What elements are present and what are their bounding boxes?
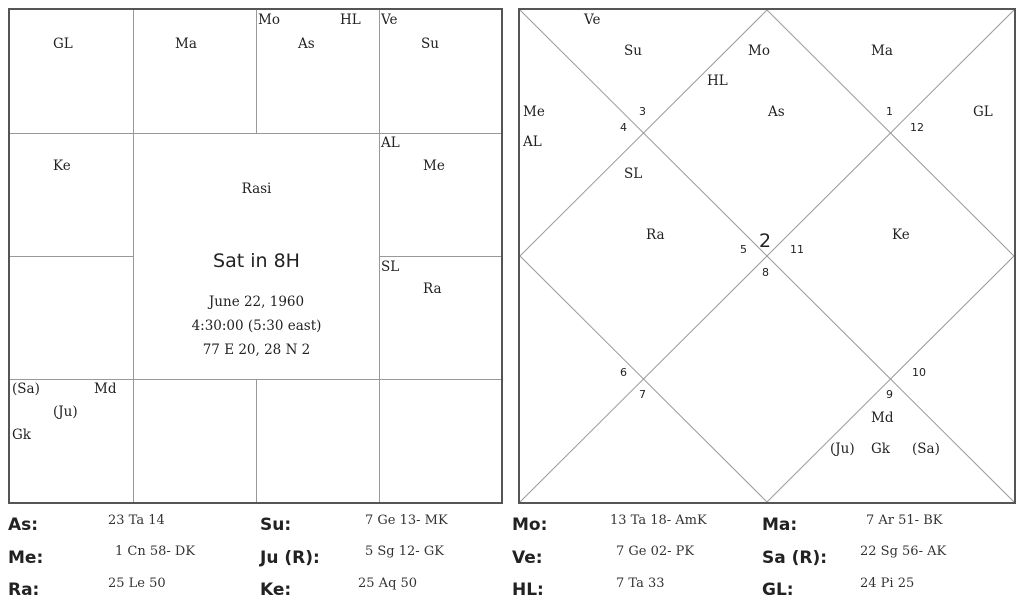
chart-lines [520, 10, 1014, 502]
planet-ju: (Ju) [53, 404, 78, 420]
planet-gl: GL [53, 36, 73, 52]
position-label: Mo: [512, 515, 548, 535]
grid-line [256, 379, 257, 502]
birth-coords: 77 E 20, 28 N 2 [202, 342, 311, 358]
position-label: Ke: [260, 580, 292, 600]
planet-su: Su [624, 43, 642, 59]
position-value: 5 Sg 12- GK [365, 544, 444, 559]
position-value: 7 Ta 33 [616, 576, 665, 591]
planet-me: Me [423, 158, 445, 174]
position-value: 7 Ar 51- BK [866, 513, 943, 528]
position-label: As: [8, 515, 39, 535]
chart-subtitle: Sat in 8H [213, 250, 300, 272]
planet-as: As [768, 104, 785, 120]
planet-ra: Ra [646, 227, 665, 243]
position-label: Ve: [512, 548, 543, 568]
position-value: 1 Cn 58- DK [115, 544, 196, 559]
position-value: 25 Le 50 [108, 576, 166, 591]
position-value: 13 Ta 18- AmK [610, 513, 707, 528]
house-number-1: 1 [886, 105, 893, 118]
house-number-10: 10 [912, 366, 926, 379]
grid-line [10, 379, 501, 380]
position-label: GL: [762, 580, 794, 600]
house-number-3: 3 [639, 105, 646, 118]
planet-sa: (Sa) [12, 381, 40, 397]
house-number-8: 8 [762, 266, 769, 279]
position-label: Me: [8, 548, 44, 568]
position-value: 24 Pi 25 [860, 576, 915, 591]
planet-su: Su [421, 36, 439, 52]
position-label: Sa (R): [762, 548, 828, 568]
grid-line [256, 10, 257, 133]
planet-md: Md [94, 381, 117, 397]
planet-sl: SL [624, 166, 643, 182]
north-indian-chart [518, 8, 1016, 504]
planet-ju: (Ju) [830, 441, 855, 457]
planet-ke: Ke [892, 227, 910, 243]
house-number-6: 6 [620, 366, 627, 379]
position-value: 7 Ge 13- MK [365, 513, 448, 528]
position-value: 25 Aq 50 [358, 576, 418, 591]
position-value: 7 Ge 02- PK [616, 544, 695, 559]
grid-line [379, 256, 501, 257]
planet-sl: SL [381, 259, 400, 275]
planet-as: As [298, 36, 315, 52]
planet-md: Md [871, 410, 894, 426]
position-label: Ra: [8, 580, 40, 600]
planet-mo: Mo [748, 43, 770, 59]
position-label: Su: [260, 515, 292, 535]
planet-gk: Gk [871, 441, 890, 457]
planet-al: AL [523, 134, 542, 150]
birth-time: 4:30:00 (5:30 east) [191, 318, 322, 334]
house-number-4: 4 [620, 121, 627, 134]
planet-sa: (Sa) [912, 441, 940, 457]
house-number-11: 11 [790, 243, 804, 256]
grid-line [10, 256, 133, 257]
rasi-chart [8, 8, 503, 504]
position-value: 22 Sg 56- AK [860, 544, 947, 559]
planet-ma: Ma [871, 43, 893, 59]
house-number-5: 5 [740, 243, 747, 256]
planet-ve: Ve [381, 12, 398, 28]
house-number-12: 12 [910, 121, 924, 134]
planet-gl: GL [973, 104, 993, 120]
chart-title: Rasi [241, 181, 272, 197]
position-label: Ma: [762, 515, 798, 535]
planet-ve: Ve [584, 12, 601, 28]
position-label: HL: [512, 580, 544, 600]
planet-al: AL [381, 135, 400, 151]
house-number-7: 7 [639, 388, 646, 401]
planet-ke: Ke [53, 158, 71, 174]
position-label: Ju (R): [260, 548, 320, 568]
planet-mo: Mo [258, 12, 280, 28]
birth-date: June 22, 1960 [208, 294, 305, 310]
planet-gk: Gk [12, 427, 31, 443]
planet-hl: HL [340, 12, 361, 28]
chart-center [134, 134, 379, 379]
planet-hl: HL [707, 73, 728, 89]
house-number-2: 2 [759, 230, 772, 252]
planet-ra: Ra [423, 281, 442, 297]
planet-ma: Ma [175, 36, 197, 52]
planet-me: Me [523, 104, 545, 120]
house-number-9: 9 [886, 388, 893, 401]
position-value: 23 Ta 14 [108, 513, 165, 528]
